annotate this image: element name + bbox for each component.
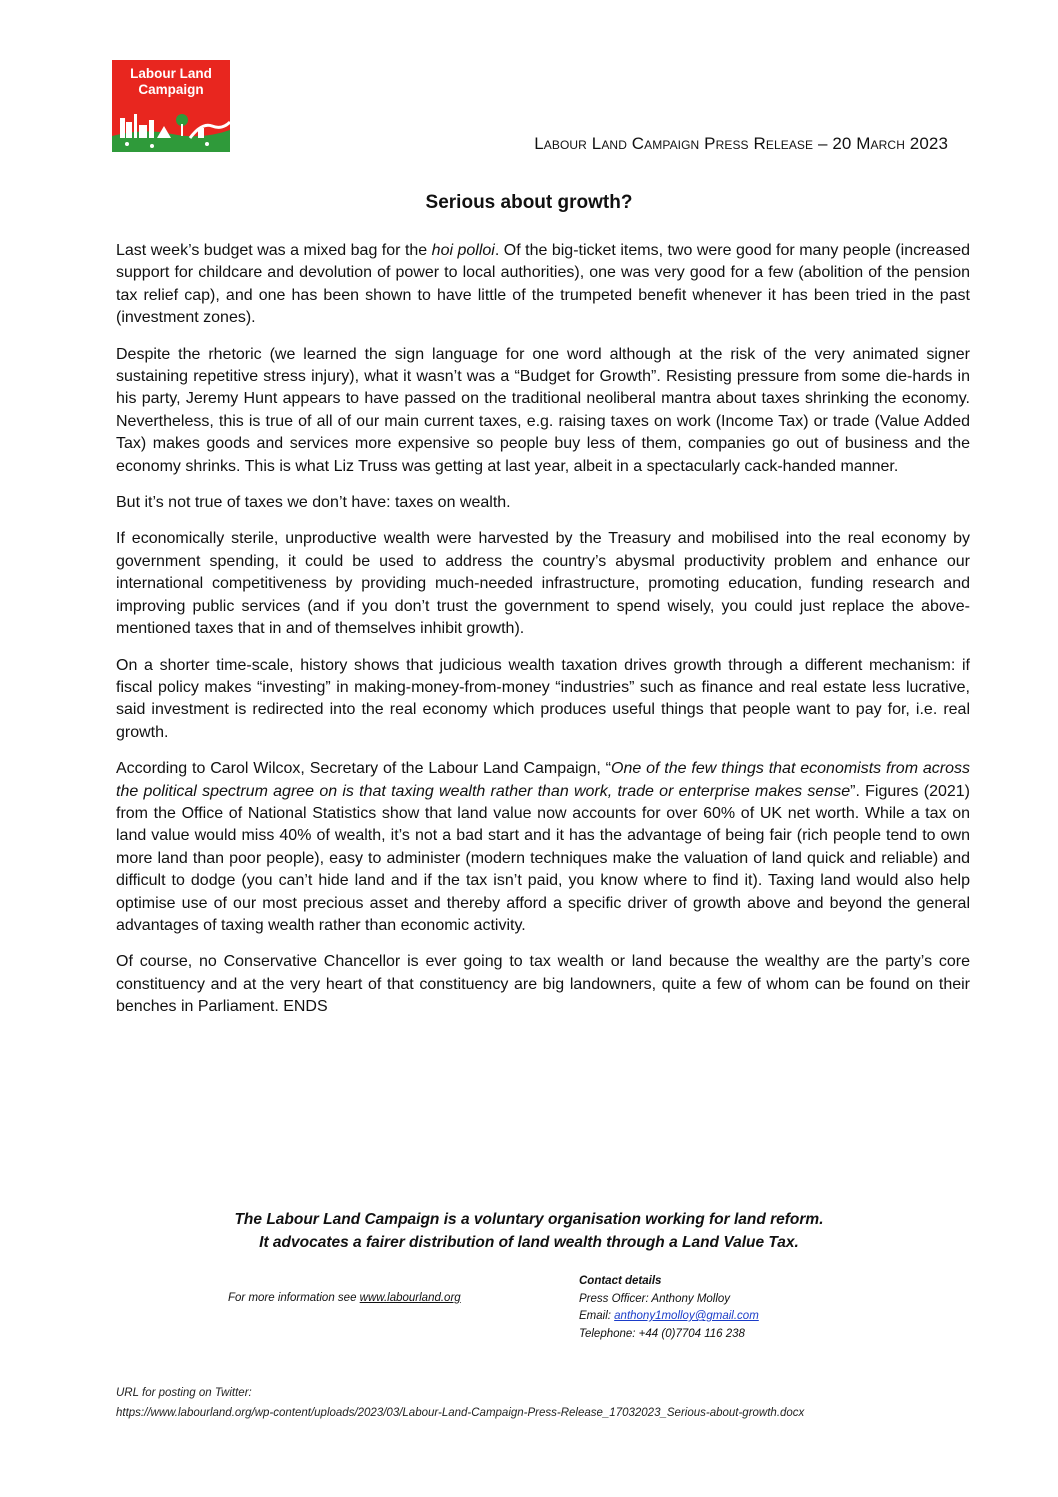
twitter-url: https://www.labourland.org/wp-content/uploads/2023/03/Labour-Land-Campaign-Press-Release_17032023_Serious-about-growth.docx	[116, 1407, 805, 1419]
p1-text-after: . Of the big-ticket items, two were good for many people (increased support for childcare and devolution of power to local authorities), one was very good for a few (abolition of the pension tax relief cap), and one has been shown to have little of the trumpeted benefit whenever it has been tried in the past (investment zones).	[116, 242, 971, 327]
email-label: Email:	[579, 1310, 615, 1322]
paragraph-6	[116, 758, 970, 937]
header-separator: –	[813, 134, 833, 153]
contact-details	[579, 1273, 759, 1343]
article-body	[116, 240, 970, 1033]
more-information	[228, 1292, 461, 1304]
more-info-prefix: For more information see	[228, 1292, 360, 1304]
email-link[interactable]: anthony1molloy@gmail.com	[614, 1310, 759, 1322]
press-officer: Press Officer: Anthony Molloy	[579, 1292, 731, 1305]
organisation-tagline	[0, 1208, 1058, 1254]
paragraph-2: Despite the rhetoric (we learned the sign language for one word although at the risk of the very animated signer sustaining repetitive stress injury), what it wasn’t was a “Budget for Growth”. Resisting pressure from some die-hards in his party, Jeremy Hunt appears to have passed on the traditional neoliberal mantra about taxes shrinking the economy. Nevertheless, this is true of all of our main current taxes, e.g. raising taxes on work (Income Tax) or trade (Value Added Tax) makes goods and services more expensive so people buy less of them, companies go out of business and the economy shrinks. This is what Liz Truss was getting at last year, albeit in a spectacularly cack-handed manner.	[116, 345, 970, 475]
website-link[interactable]: www.labourland.org	[359, 1292, 461, 1304]
twitter-label: URL for posting on Twitter:	[116, 1387, 252, 1399]
paragraph-1	[116, 240, 970, 330]
tagline-line-1: The Labour Land Campaign is a voluntary organisation working for land reform.	[234, 1211, 824, 1228]
paragraph-5: On a shorter time-scale, history shows that judicious wealth taxation drives growth through a different mechanism: if fiscal policy makes “investing” in making-money-from-money “industries” such as finance and real estate less lucrative, said investment is redirected into the real economy which produces useful things that people want to pay for, i.e. real growth.	[116, 656, 970, 741]
telephone: Telephone: +44 (0)7704 116 238	[579, 1327, 745, 1340]
p1-text-before: Last week’s budget was a mixed bag for the	[116, 242, 432, 259]
p6-quote: One of the few things that economists from across the political spectrum agree on is that taxing wealth rather than work, trade or enterprise makes sense	[116, 760, 971, 800]
release-date: 20 March 2023	[832, 134, 948, 153]
paragraph-7: Of course, no Conservative Chancellor is ever going to tax wealth or land because the wealthy are the party’s core constituency and at the very heart of that constituency are big landowners, quite a few of whom can be found on their benches in Parliament. ENDS	[116, 953, 970, 1016]
p6-text-before: According to Carol Wilcox, Secretary of the Labour Land Campaign, “	[116, 760, 612, 778]
twitter-url-block	[116, 1383, 804, 1423]
logo-landscape-icon	[112, 92, 230, 152]
p1-italic: hoi polloi	[431, 242, 495, 259]
paragraph-4: If economically sterile, unproductive wealth were harvested by the Treasury and mobilised into the real economy by government spending, it could be used to address the country’s abysmal productivity problem and enhance our international competitiveness by providing much-needed infrastructure, promoting education, funding research and improving public services (and if you don’t trust the government to spend wisely, you could just replace the above-mentioned taxes that in and of themselves inhibit growth).	[116, 530, 970, 638]
release-label: Labour Land Campaign Press Release	[534, 134, 814, 153]
logo-line-1: Labour Land	[130, 66, 212, 81]
page-title: Serious about growth?	[425, 192, 633, 213]
email-line	[579, 1308, 759, 1326]
paragraph-3: But it’s not true of taxes we don’t have: taxes on wealth.	[116, 494, 511, 512]
contact-heading: Contact details	[579, 1275, 662, 1287]
labour-land-campaign-logo	[112, 60, 230, 152]
press-release-header	[534, 134, 948, 154]
tagline-line-2: It advocates a fairer distribution of land wealth through a Land Value Tax.	[259, 1234, 799, 1251]
logo-line-2: Campaign	[138, 82, 204, 97]
p6-text-after: ”. Figures (2021) from the Office of National Statistics show that land value now accounts for over 60% of UK net worth. While a tax on land value would miss 40% of wealth, it’s not a bad start and it has the advantage of being fair (rich people tend to own more land than poor people), easy to administer (modern techniques make the valuation of land quick and reliable) and difficult to dodge (you can’t hide land and if the tax isn’t paid, you know where to find it). Taxing land would also help optimise use of our most precious asset and thereby afford a specific driver of growth above and beyond the general advantages of taxing wealth rather than economic activity.	[116, 782, 970, 934]
